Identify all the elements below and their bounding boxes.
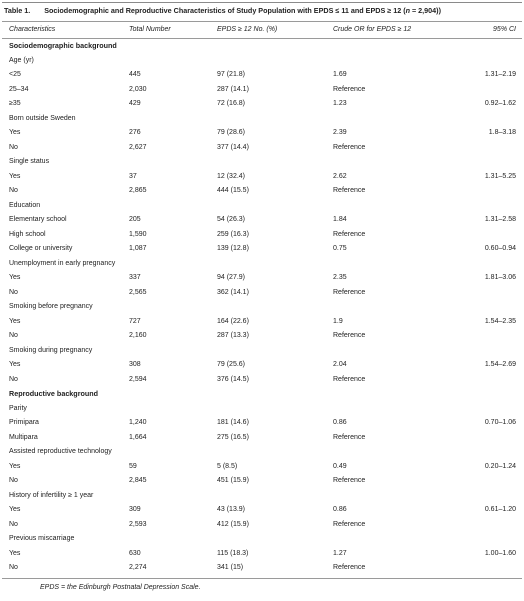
epds-cell: 287 (14.1): [217, 85, 249, 93]
ci-cell: 0.92–1.62: [484, 100, 516, 107]
crude-or-cell: 0.75: [333, 245, 347, 252]
crude-or-cell: 2.04: [333, 361, 347, 368]
caption-rule: [2, 21, 522, 22]
epds-cell: 444 (15.5): [217, 187, 249, 194]
table-row: [0, 460, 524, 474]
total-number-cell: 1,087: [129, 245, 147, 252]
characteristic-cell: No: [9, 520, 18, 528]
characteristic-cell: Yes: [9, 274, 21, 281]
crude-or-cell: Reference: [333, 433, 366, 441]
epds-cell: 287 (13.3): [217, 332, 249, 339]
top-rule: [2, 2, 522, 3]
epds-cell: 259 (16.3): [217, 230, 249, 238]
characteristic-cell: Yes: [9, 462, 21, 470]
crude-or-cell: Reference: [333, 143, 366, 151]
crude-or-cell: 1.27: [333, 549, 347, 557]
group-label-row: [0, 199, 524, 213]
characteristic-cell: Single status: [9, 158, 50, 165]
table-row: [0, 431, 524, 445]
group-label-row: [0, 344, 524, 358]
table-row: [0, 503, 524, 517]
characteristic-cell: ≥35: [9, 100, 21, 107]
group-label-row: [0, 300, 524, 314]
total-number-cell: 37: [129, 172, 137, 180]
table-row: [0, 373, 524, 387]
table-row: [0, 184, 524, 198]
table-row: [0, 561, 524, 575]
table-title-n: n: [405, 6, 410, 15]
crude-or-cell: 1.9: [333, 317, 343, 325]
characteristic-cell: High school: [9, 230, 46, 238]
total-number-cell: 2,593: [129, 520, 147, 528]
group-label-row: [0, 257, 524, 271]
total-number-cell: 2,865: [129, 187, 147, 194]
ci-cell: 0.70–1.06: [484, 419, 516, 426]
characteristic-cell: Born outside Sweden: [9, 114, 76, 122]
characteristic-cell: College or university: [9, 245, 73, 252]
characteristic-cell: Primipara: [9, 419, 39, 426]
table-row: [0, 286, 524, 300]
table-row: [0, 474, 524, 488]
ci-cell: 1.31–2.58: [484, 216, 516, 223]
characteristic-cell: Yes: [9, 129, 21, 136]
ci-cell: 1.54–2.35: [484, 317, 516, 325]
total-number-cell: 1,240: [129, 419, 147, 426]
epds-cell: 94 (27.9): [217, 274, 246, 281]
total-number-cell: 2,160: [129, 332, 147, 339]
total-number-cell: 309: [129, 506, 141, 513]
total-number-cell: 308: [129, 361, 141, 368]
total-number-cell: 727: [129, 317, 141, 325]
epds-cell: 5 (8.5): [217, 462, 238, 470]
ci-cell: 1.8–3.18: [488, 129, 516, 136]
header-ci: 95% CI: [493, 26, 516, 33]
group-label-row: [0, 489, 524, 503]
characteristic-cell: Multipara: [9, 433, 38, 441]
group-label-row: [0, 402, 524, 416]
characteristic-cell: Smoking before pregnancy: [9, 303, 93, 310]
header-epds: EPDS ≥ 12 No. (%): [217, 26, 278, 33]
crude-or-cell: 1.69: [333, 71, 347, 78]
total-number-cell: 429: [129, 100, 141, 107]
epds-cell: 72 (16.8): [217, 100, 246, 107]
total-number-cell: 2,627: [129, 143, 147, 151]
characteristic-cell: Assisted reproductive technology: [9, 448, 112, 455]
characteristic-cell: Elementary school: [9, 216, 67, 223]
total-number-cell: 2,274: [129, 564, 147, 571]
characteristic-cell: Yes: [9, 361, 21, 368]
table-row: [0, 68, 524, 82]
crude-or-cell: 1.84: [333, 216, 347, 223]
characteristic-cell: Smoking during pregnancy: [9, 346, 93, 354]
crude-or-cell: 2.35: [333, 274, 347, 281]
characteristic-cell: Yes: [9, 549, 21, 557]
crude-or-cell: 1.23: [333, 100, 347, 107]
table-caption: [4, 4, 441, 18]
crude-or-cell: Reference: [333, 564, 366, 571]
crude-or-cell: Reference: [333, 520, 366, 528]
ci-cell: 1.31–2.19: [484, 71, 516, 78]
characteristic-cell: Yes: [9, 506, 21, 513]
table-title-end: = 2,904): [409, 6, 439, 15]
epds-cell: 181 (14.6): [217, 419, 249, 426]
epds-cell: 362 (14.1): [217, 288, 249, 296]
characteristic-cell: No: [9, 375, 18, 383]
ci-cell: 0.60–0.94: [484, 245, 516, 252]
total-number-cell: 276: [129, 129, 141, 136]
crude-or-cell: 2.62: [333, 172, 347, 180]
table-row: [0, 547, 524, 561]
epds-cell: 54 (26.3): [217, 216, 246, 223]
characteristic-cell: Reproductive background: [9, 389, 99, 398]
epds-cell: 412 (15.9): [217, 520, 249, 528]
table-row: [0, 126, 524, 140]
characteristic-cell: Previous miscarriage: [9, 535, 75, 542]
characteristic-cell: Education: [9, 201, 41, 209]
epds-cell: 451 (15.9): [217, 477, 249, 484]
total-number-cell: 2,030: [129, 85, 147, 93]
table-row: [0, 329, 524, 343]
crude-or-cell: Reference: [333, 332, 366, 339]
crude-or-cell: 0.49: [333, 462, 347, 470]
table-row: [0, 416, 524, 430]
characteristic-cell: No: [9, 332, 18, 339]
group-label-row: [0, 532, 524, 546]
section-header-row: [0, 387, 524, 401]
characteristic-cell: Age (yr): [9, 56, 34, 64]
total-number-cell: 205: [129, 216, 141, 223]
crude-or-cell: Reference: [333, 230, 366, 238]
ci-cell: 1.00–1.60: [484, 549, 516, 557]
group-label-row: [0, 112, 524, 126]
total-number-cell: 445: [129, 71, 141, 78]
ci-cell: 0.20–1.24: [484, 462, 516, 470]
characteristic-cell: Yes: [9, 317, 21, 325]
epds-cell: 12 (32.4): [217, 172, 246, 180]
crude-or-cell: 0.86: [333, 419, 347, 426]
characteristic-cell: <25: [9, 71, 21, 78]
table-row: [0, 213, 524, 227]
epds-cell: 376 (14.5): [217, 375, 249, 383]
header-crude-or: Crude OR for EPDS ≥ 12: [333, 26, 412, 33]
characteristic-cell: No: [9, 477, 18, 484]
ci-cell: 1.54–2.69: [484, 361, 516, 368]
characteristic-cell: History of infertility ≥ 1 year: [9, 491, 94, 499]
total-number-cell: 2,565: [129, 288, 147, 296]
header-total: Total Number: [129, 26, 171, 33]
total-number-cell: 59: [129, 462, 137, 470]
table-label: Table 1.: [4, 6, 31, 15]
total-number-cell: 1,590: [129, 230, 147, 238]
section-header-row: [0, 39, 524, 53]
table-title-main: Sociodemographic and Reproductive Characteristics of Study Population with EPDS ≤ 11 and EPDS ≥ 12 (: [44, 6, 406, 15]
characteristic-cell: Sociodemographic background: [9, 41, 117, 50]
total-number-cell: 2,845: [129, 477, 147, 484]
group-label-row: [0, 155, 524, 169]
characteristic-cell: No: [9, 187, 18, 194]
table-footnote: EPDS = the Edinburgh Postnatal Depression Scale.: [40, 584, 201, 591]
crude-or-cell: Reference: [333, 187, 366, 194]
crude-or-cell: Reference: [333, 85, 366, 93]
table-row: [0, 83, 524, 97]
characteristic-cell: Unemployment in early pregnancy: [9, 259, 116, 267]
header-characteristics: Characteristics: [9, 26, 56, 33]
crude-or-cell: Reference: [333, 477, 366, 484]
table-row: [0, 518, 524, 532]
table-row: [0, 141, 524, 155]
ci-cell: 0.61–1.20: [484, 506, 516, 513]
crude-or-cell: 2.39: [333, 129, 347, 136]
characteristic-cell: Parity: [9, 404, 27, 412]
table-row: [0, 97, 524, 111]
characteristic-cell: 25–34: [9, 85, 29, 93]
table-row: [0, 228, 524, 242]
epds-cell: 275 (16.5): [217, 433, 249, 441]
table-row: [0, 271, 524, 285]
epds-cell: 79 (25.6): [217, 361, 246, 368]
characteristic-cell: No: [9, 288, 18, 296]
epds-cell: 164 (22.6): [217, 317, 249, 325]
group-label-row: [0, 445, 524, 459]
crude-or-cell: 0.86: [333, 506, 347, 513]
crude-or-cell: Reference: [333, 288, 366, 296]
table-header-row: [0, 23, 524, 37]
epds-cell: 341 (15): [217, 564, 244, 571]
epds-cell: 79 (28.6): [217, 129, 246, 136]
group-label-row: [0, 54, 524, 68]
epds-cell: 139 (12.8): [217, 245, 249, 252]
characteristic-cell: Yes: [9, 172, 21, 180]
table-row: [0, 315, 524, 329]
bottom-rule: [2, 578, 522, 579]
epds-cell: 377 (14.4): [217, 143, 249, 151]
table-row: [0, 242, 524, 256]
epds-cell: 115 (18.3): [217, 549, 249, 557]
ci-cell: 1.81–3.06: [484, 274, 516, 281]
characteristic-cell: No: [9, 564, 18, 571]
epds-cell: 97 (21.8): [217, 71, 246, 78]
total-number-cell: 2,594: [129, 375, 147, 383]
total-number-cell: 630: [129, 549, 141, 557]
table-row: [0, 170, 524, 184]
characteristic-cell: No: [9, 143, 18, 151]
epds-cell: 43 (13.9): [217, 506, 246, 513]
ci-cell: 1.31–5.25: [484, 172, 516, 180]
crude-or-cell: Reference: [333, 375, 366, 383]
total-number-cell: 1,664: [129, 433, 147, 441]
table-row: [0, 358, 524, 372]
table-title: Sociodemographic and Reproductive Characteristics of Study Population with EPDS ≤ 11 and EPDS ≥ 12 (n = 2,904)): [44, 6, 441, 15]
total-number-cell: 337: [129, 274, 141, 281]
